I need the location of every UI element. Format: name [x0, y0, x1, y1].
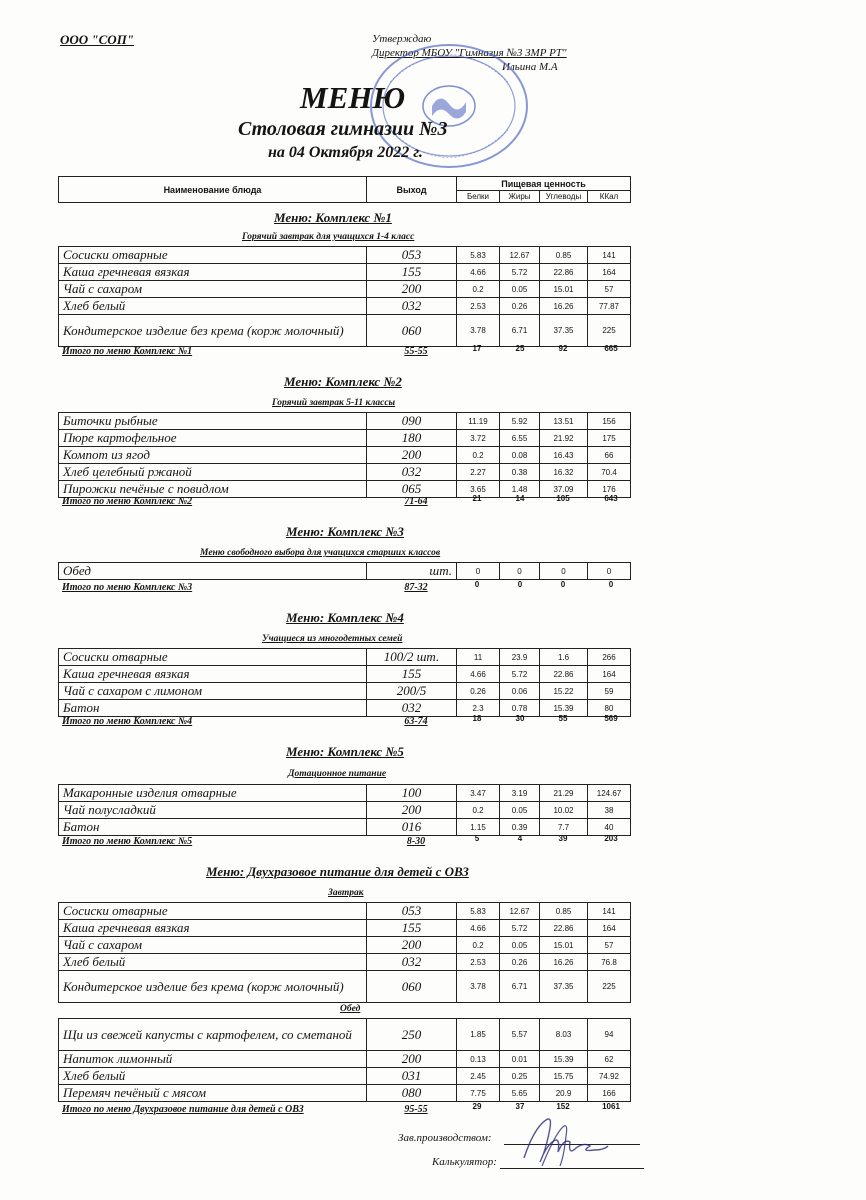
table-row [59, 1068, 631, 1085]
dish-name: Каша гречневая вязкая [59, 666, 367, 683]
dish-output: 032 [367, 954, 457, 971]
total-protein: 0 [474, 580, 480, 589]
dish-fat: 0 [500, 563, 540, 580]
section-total [62, 496, 862, 510]
total-protein: 29 [472, 1102, 482, 1111]
dish-carbs: 15.39 [540, 1051, 588, 1068]
dish-fat: 5.57 [500, 1019, 540, 1051]
dish-protein: 2.45 [457, 1068, 500, 1085]
total-fat: 30 [515, 714, 525, 723]
dish-kcal: 94 [588, 1019, 631, 1051]
table-row [59, 315, 631, 347]
dish-fat: 1.48 [500, 481, 540, 498]
table-row [59, 1051, 631, 1068]
dish-kcal: 70.4 [588, 464, 631, 481]
dish-carbs: 15.75 [540, 1068, 588, 1085]
col-protein: Белки [457, 191, 500, 203]
dish-protein: 0 [457, 563, 500, 580]
dish-output: 200/5 [367, 683, 457, 700]
section-subtitle: Дотационное питание [288, 769, 387, 779]
dish-fat: 0.08 [500, 447, 540, 464]
total-fat: 37 [515, 1102, 525, 1111]
dish-protein: 4.66 [457, 666, 500, 683]
table-row [59, 971, 631, 1003]
dish-fat: 0.01 [500, 1051, 540, 1068]
dish-kcal: 164 [588, 264, 631, 281]
production-manager-label: Зав.производством: [398, 1132, 492, 1144]
section-title: Меню: Комплекс №1 [274, 210, 392, 225]
dish-table [58, 902, 631, 1003]
dish-fat: 0.26 [500, 298, 540, 315]
section-total [62, 582, 862, 596]
dish-kcal: 77.87 [588, 298, 631, 315]
dish-protein: 1.85 [457, 1019, 500, 1051]
dish-carbs: 7.7 [540, 819, 588, 836]
dish-kcal: 175 [588, 430, 631, 447]
dish-carbs: 15.01 [540, 281, 588, 298]
dish-kcal: 0 [588, 563, 631, 580]
dish-name: Хлеб белый [59, 1068, 367, 1085]
handwritten-signature [506, 1112, 610, 1178]
total-carbs: 39 [558, 834, 568, 843]
dish-protein: 0.26 [457, 683, 500, 700]
table-row [59, 683, 631, 700]
dish-kcal: 59 [588, 683, 631, 700]
total-kcal: 643 [604, 494, 618, 503]
dish-output: 080 [367, 1085, 457, 1102]
dish-table [58, 562, 631, 580]
section-total [62, 716, 862, 730]
menu-subtitle: Столовая гимназии №3 [238, 118, 448, 140]
dish-name: Сосиски отварные [59, 649, 367, 666]
col-carbs: Углеводы [540, 191, 588, 203]
dish-name: Сосиски отварные [59, 247, 367, 264]
dish-protein: 0.13 [457, 1051, 500, 1068]
dish-fat: 0.39 [500, 819, 540, 836]
section-subtitle-lunch: Обед [340, 1004, 361, 1014]
table-row [59, 700, 631, 717]
dish-carbs: 15.01 [540, 937, 588, 954]
dish-carbs: 8.03 [540, 1019, 588, 1051]
total-protein: 18 [472, 714, 482, 723]
dish-name: Чай с сахаром [59, 937, 367, 954]
table-row [59, 954, 631, 971]
dish-name: Чай полусладкий [59, 802, 367, 819]
dish-fat: 0.05 [500, 937, 540, 954]
total-label: Итого по меню Комплекс №2 [62, 496, 193, 507]
table-row [59, 264, 631, 281]
dish-fat: 0.26 [500, 954, 540, 971]
table-row [59, 298, 631, 315]
table-row [59, 447, 631, 464]
dish-name: Сосиски отварные [59, 903, 367, 920]
dish-name: Биточки рыбные [59, 413, 367, 430]
section-subtitle: Горячий завтрак 5-11 классы [272, 398, 396, 408]
table-row [59, 563, 631, 580]
dish-output: 090 [367, 413, 457, 430]
dish-protein: 0.2 [457, 281, 500, 298]
dish-protein: 11.19 [457, 413, 500, 430]
total-label: Итого по меню Комплекс №4 [62, 716, 193, 727]
dish-carbs: 21.92 [540, 430, 588, 447]
dish-table [58, 412, 631, 498]
total-carbs: 105 [556, 494, 570, 503]
dish-fat: 12.67 [500, 903, 540, 920]
total-price: 63-74 [404, 716, 428, 727]
dish-output: 250 [367, 1019, 457, 1051]
dish-name: Каша гречневая вязкая [59, 264, 367, 281]
dish-kcal: 66 [588, 447, 631, 464]
dish-output: 180 [367, 430, 457, 447]
dish-kcal: 156 [588, 413, 631, 430]
dish-output: 155 [367, 666, 457, 683]
dish-kcal: 225 [588, 971, 631, 1003]
total-carbs: 152 [556, 1102, 570, 1111]
col-kcal: ККал [588, 191, 631, 203]
company-name: ООО "СОП" [60, 32, 135, 47]
table-row [59, 785, 631, 802]
total-kcal: 665 [604, 344, 618, 353]
total-carbs: 0 [560, 580, 566, 589]
dish-fat: 0.05 [500, 802, 540, 819]
dish-protein: 2.53 [457, 954, 500, 971]
table-row [59, 903, 631, 920]
dish-fat: 12.67 [500, 247, 540, 264]
table-row [59, 481, 631, 498]
dish-output: 053 [367, 247, 457, 264]
dish-carbs: 15.22 [540, 683, 588, 700]
dish-output: шт. [367, 563, 457, 580]
dish-protein: 5.83 [457, 247, 500, 264]
dish-kcal: 225 [588, 315, 631, 347]
dish-carbs: 22.86 [540, 666, 588, 683]
dish-name: Компот из ягод [59, 447, 367, 464]
table-row [59, 649, 631, 666]
dish-name: Кондитерское изделие без крема (корж молочный) [59, 971, 367, 1003]
dish-fat: 5.72 [500, 920, 540, 937]
total-price: 8-30 [406, 836, 426, 847]
dish-kcal: 164 [588, 666, 631, 683]
table-row [59, 819, 631, 836]
dish-table [58, 648, 631, 717]
dish-output: 016 [367, 819, 457, 836]
dish-kcal: 57 [588, 937, 631, 954]
section-title: Меню: Комплекс №2 [284, 374, 402, 389]
total-fat: 14 [515, 494, 525, 503]
dish-name: Щи из свежей капусты с картофелем, со сметаной [59, 1019, 367, 1051]
dish-carbs: 37.35 [540, 315, 588, 347]
dish-name: Кондитерское изделие без крема (корж молочный) [59, 315, 367, 347]
dish-protein: 2.53 [457, 298, 500, 315]
dish-table [58, 246, 631, 347]
dish-kcal: 141 [588, 247, 631, 264]
dish-fat: 5.72 [500, 264, 540, 281]
dish-fat: 6.71 [500, 971, 540, 1003]
col-fat: Жиры [500, 191, 540, 203]
dish-carbs: 16.43 [540, 447, 588, 464]
dish-kcal: 176 [588, 481, 631, 498]
dish-kcal: 38 [588, 802, 631, 819]
total-price: 71-64 [404, 496, 428, 507]
dish-carbs: 37.35 [540, 971, 588, 1003]
dish-kcal: 141 [588, 903, 631, 920]
dish-protein: 3.78 [457, 971, 500, 1003]
dish-fat: 5.65 [500, 1085, 540, 1102]
dish-output: 032 [367, 298, 457, 315]
table-row [59, 1085, 631, 1102]
dish-output: 200 [367, 281, 457, 298]
dish-carbs: 0.85 [540, 247, 588, 264]
total-label: Итого по меню Комплекс №1 [62, 346, 193, 357]
dish-carbs: 22.86 [540, 920, 588, 937]
dish-name: Обед [59, 563, 367, 580]
dish-protein: 4.66 [457, 920, 500, 937]
dish-name: Перемяч печёный с мясом [59, 1085, 367, 1102]
dish-carbs: 15.39 [540, 700, 588, 717]
dish-output: 053 [367, 903, 457, 920]
dish-protein: 2.27 [457, 464, 500, 481]
dish-fat: 0.06 [500, 683, 540, 700]
section-title: Меню: Комплекс №4 [286, 610, 404, 625]
dish-carbs: 21.29 [540, 785, 588, 802]
section-title: Меню: Комплекс №5 [286, 744, 404, 759]
table-row [59, 920, 631, 937]
total-protein: 17 [472, 344, 482, 353]
total-kcal: 203 [604, 834, 618, 843]
col-output: Выход [367, 177, 457, 203]
dish-table [58, 1018, 631, 1102]
dish-name: Каша гречневая вязкая [59, 920, 367, 937]
approval-line-3: Ильина М.А [502, 61, 558, 73]
total-price: 87-32 [404, 582, 428, 593]
total-price: 55-55 [404, 346, 428, 357]
dish-fat: 0.38 [500, 464, 540, 481]
dish-carbs: 10.02 [540, 802, 588, 819]
dish-protein: 0.2 [457, 802, 500, 819]
dish-carbs: 16.26 [540, 954, 588, 971]
col-dish: Наименование блюда [59, 177, 367, 203]
dish-carbs: 16.32 [540, 464, 588, 481]
total-kcal: 0 [608, 580, 614, 589]
section-subtitle: Завтрак [328, 888, 364, 898]
dish-carbs: 13.51 [540, 413, 588, 430]
table-row [59, 430, 631, 447]
dish-output: 060 [367, 971, 457, 1003]
total-kcal: 1061 [602, 1102, 620, 1111]
approval-line-2: Директор МБОУ "Гимназия №3 ЗМР РТ" [372, 47, 567, 59]
dish-protein: 1.15 [457, 819, 500, 836]
dish-name: Макаронные изделия отварные [59, 785, 367, 802]
dish-name: Хлеб целебный ржаной [59, 464, 367, 481]
total-price: 95-55 [404, 1104, 428, 1115]
dish-fat: 3.19 [500, 785, 540, 802]
total-protein: 5 [474, 834, 480, 843]
table-row [59, 464, 631, 481]
dish-name: Пюре картофельное [59, 430, 367, 447]
dish-kcal: 76.8 [588, 954, 631, 971]
column-header [58, 176, 631, 203]
total-fat: 25 [515, 344, 525, 353]
dish-kcal: 266 [588, 649, 631, 666]
dish-protein: 7.75 [457, 1085, 500, 1102]
approval-line-1: Утверждаю [372, 33, 432, 45]
menu-date: на 04 Октября 2022 г. [268, 144, 423, 161]
dish-name: Хлеб белый [59, 298, 367, 315]
dish-output: 200 [367, 447, 457, 464]
dish-protein: 3.72 [457, 430, 500, 447]
table-row [59, 802, 631, 819]
dish-fat: 6.55 [500, 430, 540, 447]
dish-protein: 3.78 [457, 315, 500, 347]
section-title: Меню: Двухразовое питание для детей с ОВЗ [206, 864, 469, 879]
dish-protein: 2.3 [457, 700, 500, 717]
dish-carbs: 22.86 [540, 264, 588, 281]
dish-protein: 0.2 [457, 937, 500, 954]
dish-fat: 0.05 [500, 281, 540, 298]
dish-protein: 5.83 [457, 903, 500, 920]
dish-protein: 0.2 [457, 447, 500, 464]
calculator-label: Калькулятор: [432, 1156, 497, 1168]
dish-output: 065 [367, 481, 457, 498]
dish-kcal: 164 [588, 920, 631, 937]
dish-output: 032 [367, 464, 457, 481]
total-carbs: 92 [558, 344, 568, 353]
dish-output: 032 [367, 700, 457, 717]
table-row [59, 413, 631, 430]
total-label: Итого по меню Двухразовое питание для детей с ОВЗ [62, 1104, 304, 1115]
section-total [62, 836, 862, 850]
dish-output: 100/2 шт. [367, 649, 457, 666]
dish-output: 155 [367, 264, 457, 281]
dish-output: 060 [367, 315, 457, 347]
dish-protein: 3.47 [457, 785, 500, 802]
table-row [59, 1019, 631, 1051]
dish-name: Батон [59, 819, 367, 836]
dish-name: Напиток лимонный [59, 1051, 367, 1068]
dish-table [58, 784, 631, 836]
table-row [59, 937, 631, 954]
dish-kcal: 74.92 [588, 1068, 631, 1085]
dish-fat: 23.9 [500, 649, 540, 666]
dish-fat: 0.78 [500, 700, 540, 717]
total-label: Итого по меню Комплекс №5 [62, 836, 193, 847]
dish-name: Батон [59, 700, 367, 717]
total-carbs: 55 [558, 714, 568, 723]
section-total [62, 1104, 862, 1118]
dish-carbs: 20.9 [540, 1085, 588, 1102]
dish-name: Хлеб белый [59, 954, 367, 971]
dish-carbs: 37.09 [540, 481, 588, 498]
col-nutrition: Пищевая ценность [457, 177, 631, 191]
dish-output: 155 [367, 920, 457, 937]
table-row [59, 666, 631, 683]
dish-carbs: 0.85 [540, 903, 588, 920]
dish-output: 200 [367, 802, 457, 819]
dish-kcal: 80 [588, 700, 631, 717]
dish-carbs: 0 [540, 563, 588, 580]
dish-kcal: 57 [588, 281, 631, 298]
dish-name: Чай с сахаром [59, 281, 367, 298]
total-kcal: 569 [604, 714, 618, 723]
table-row [59, 281, 631, 298]
total-label: Итого по меню Комплекс №3 [62, 582, 193, 593]
dish-protein: 4.66 [457, 264, 500, 281]
dish-fat: 5.92 [500, 413, 540, 430]
dish-output: 031 [367, 1068, 457, 1085]
dish-output: 200 [367, 937, 457, 954]
dish-kcal: 62 [588, 1051, 631, 1068]
dish-output: 200 [367, 1051, 457, 1068]
total-fat: 4 [517, 834, 523, 843]
dish-kcal: 166 [588, 1085, 631, 1102]
menu-title: МЕНЮ [300, 80, 406, 115]
table-row [59, 247, 631, 264]
section-total [62, 346, 862, 360]
total-protein: 21 [472, 494, 482, 503]
section-subtitle: Горячий завтрак для учащихся 1-4 класс [242, 232, 415, 242]
section-subtitle: Меню свободного выбора для учащихся старших классов [200, 548, 441, 558]
dish-kcal: 124.67 [588, 785, 631, 802]
dish-name: Пирожки печёные с повидлом [59, 481, 367, 498]
dish-name: Чай с сахаром с лимоном [59, 683, 367, 700]
dish-output: 100 [367, 785, 457, 802]
dish-fat: 5.72 [500, 666, 540, 683]
dish-carbs: 16.26 [540, 298, 588, 315]
dish-fat: 6.71 [500, 315, 540, 347]
dish-carbs: 1.6 [540, 649, 588, 666]
dish-fat: 0.25 [500, 1068, 540, 1085]
dish-kcal: 40 [588, 819, 631, 836]
total-fat: 0 [517, 580, 523, 589]
section-subtitle: Учащиеся из многодетных семей [262, 634, 403, 644]
section-title: Меню: Комплекс №3 [286, 524, 404, 539]
dish-protein: 3.65 [457, 481, 500, 498]
dish-protein: 11 [457, 649, 500, 666]
